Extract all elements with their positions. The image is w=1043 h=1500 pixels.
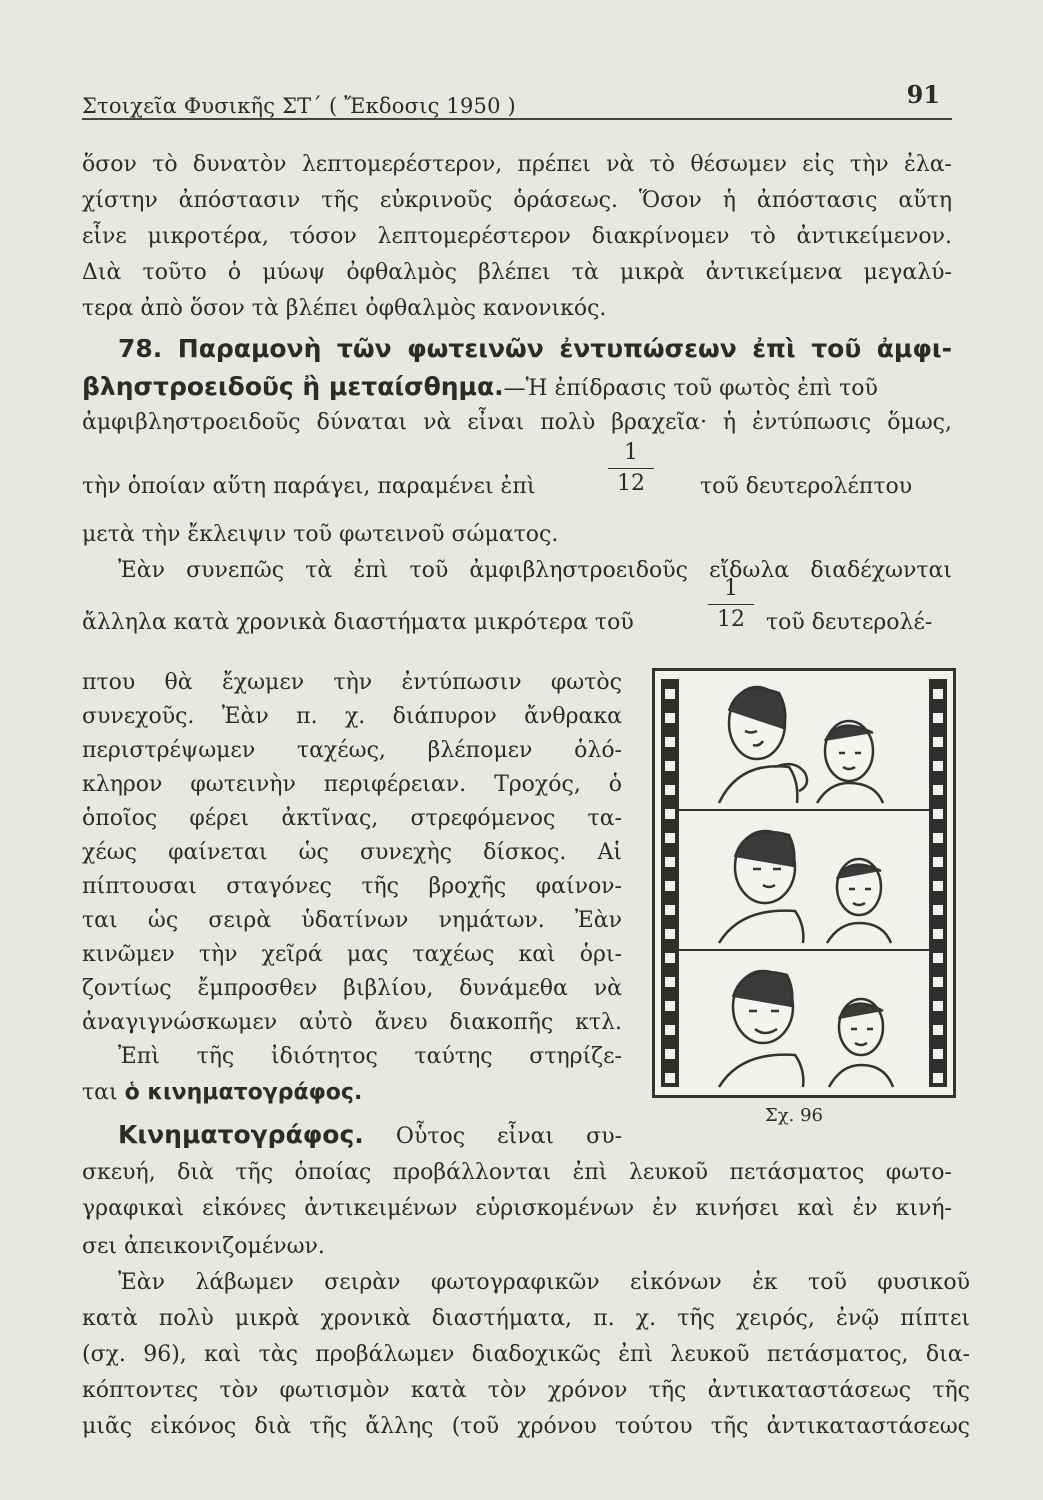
text-line: σει ἀπεικονιζομένων. — [82, 1234, 325, 1259]
section-heading-78-cont: βληστροειδοῦς ἢ μεταίσθημα. — [82, 372, 504, 401]
fraction-numerator: 1 — [724, 576, 738, 601]
text-line: τοῦ δευτερολέ- — [766, 610, 933, 635]
text-line: μιᾶς εἰκόνος διὰ τῆς ἄλλης (τοῦ χρόνου τούτου τῆς ἀντικαταστάσεως — [82, 1414, 970, 1439]
text-line: ὁποῖος φέρει ἀκτῖνας, στρεφόμενος τα- — [82, 806, 622, 831]
running-title: Στοιχεῖα Φυσικῆς ΣΤ´ ( Ἔκδοσις 1950 ) — [82, 94, 516, 118]
fraction-one-twelfth — [608, 440, 654, 497]
fraction-denominator: 12 — [717, 607, 745, 632]
text-line: περιστρέψωμεν ταχέως, βλέπομεν ὁλό- — [82, 738, 622, 763]
frame-3-man-and-child — [719, 971, 893, 1087]
header-rule — [82, 118, 952, 120]
text-line: πτου θὰ ἔχωμεν τὴν ἐντύπωσιν φωτὸς — [82, 670, 622, 695]
text-line: πίπτουσαι σταγόνες τῆς βροχῆς φαίνον- — [82, 874, 622, 899]
text-line: ἀμφιβληστροειδοῦς δύναται νὰ εἶναι πολὺ βραχεῖα· ἡ ἐντύπωσις ὅμως, — [82, 410, 952, 435]
text-line: κόπτοντες τὸν φωτισμὸν κατὰ τὸν χρόνον τῆς ἀντικαταστάσεως τῆς — [82, 1378, 970, 1403]
section-heading-78: 78. Παραμονὴ τῶν φωτεινῶν ἐντυπώσεων ἐπὶ τοῦ ἀμφι- — [118, 334, 952, 363]
page-number: 91 — [906, 80, 940, 109]
text-line: (σχ. 96), καὶ τὰς προβάλωμεν διαδοχικῶς ἐπὶ λευκοῦ πετάσματος, δια- — [82, 1342, 970, 1367]
text-line: Ἐὰν συνεπῶς τὰ ἐπὶ τοῦ ἀμφιβληστροειδοῦς εἴδωλα διαδέχωνται — [118, 558, 952, 583]
text-line: συνεχοῦς. Ἐὰν π. χ. διάπυρον ἄνθρακα — [82, 704, 622, 729]
figure-caption: Σχ. 96 — [765, 1105, 823, 1126]
fraction-one-twelfth — [708, 576, 754, 633]
film-perforation-strip-left — [661, 679, 679, 1087]
fraction-denominator: 12 — [617, 471, 645, 496]
film-frames-drawing — [679, 671, 929, 1091]
text-line: τερα ἀπὸ ὅσον τὰ βλέπει ὀφθαλμὸς κανονικός. — [82, 296, 607, 321]
text-line: κινῶμεν τὴν χεῖρά μας ταχέως καὶ ὁρι- — [82, 942, 622, 967]
text-line: ζοντίως ἔμπροσθεν βιβλίου, δυνάμεθα νὰ — [82, 976, 622, 1001]
text-line: τὴν ὁποίαν αὕτη παράγει, παραμένει ἐπὶ — [82, 474, 536, 499]
text-line: γραφικαὶ εἰκόνες ἀντικειμένων εὑρισκομένων ἐν κινήσει καὶ ἐν κινή- — [82, 1196, 952, 1221]
text-fragment: Οὗτος εἶναι συ- — [395, 1124, 623, 1149]
text-line: κατὰ πολὺ μικρὰ χρονικὰ διαστήματα, π. χ. τῆς χειρός, ἐνῷ πίπτει — [82, 1306, 970, 1331]
text-line: ται ὡς σειρὰ ὑδατίνων νημάτων. Ἐὰν — [82, 908, 622, 933]
frame-2-man-and-child — [719, 831, 891, 943]
text-line: τοῦ δευτερολέπτου — [700, 474, 913, 499]
text-line: ἀναγιγνώσκωμεν αὐτὸ ἄνευ διακοπῆς κτλ. — [82, 1010, 622, 1035]
film-strip-figure — [652, 668, 956, 1098]
fraction-numerator: 1 — [624, 440, 638, 465]
text-line: κληρον φωτεινὴν περιφέρειαν. Τροχός, ὁ — [82, 772, 622, 797]
text-line: ἄλληλα κατὰ χρονικὰ διαστήματα μικρότερα τοῦ — [82, 610, 634, 635]
cinema-heading: Κινηματογράφος. — [118, 1120, 364, 1149]
text-line: χίστην ἀπόστασιν τῆς εὐκρινοῦς ὁράσεως. Ὅσον ἡ ἀπόστασις αὕτη — [82, 188, 952, 213]
section-78-text: —Ἡ ἐπίδρασις τοῦ φωτὸς ἐπὶ τοῦ — [503, 376, 878, 401]
text-line: χέως φαίνεται ὡς συνεχὴς δίσκος. Αἱ — [82, 840, 622, 865]
bold-term: ὁ κινηματογράφος. — [124, 1080, 363, 1105]
fraction-bar — [608, 468, 654, 469]
cinema-first-line — [118, 1120, 622, 1152]
text-line: Διὰ τοῦτο ὁ μύωψ ὀφθαλμὸς βλέπει τὰ μικρὰ ἀντικείμενα μεγαλύ- — [82, 260, 952, 285]
text-line: μετὰ τὴν ἔκλειψιν τοῦ φωτεινοῦ σώματος. — [82, 522, 559, 547]
text-line: Ἐπὶ τῆς ἰδιότητος ταύτης στηρίζε- — [118, 1044, 622, 1069]
frame-1-man-and-child — [719, 687, 883, 803]
text-fragment: ται — [82, 1080, 118, 1105]
text-line: ὅσον τὸ δυνατὸν λεπτομερέστερον, πρέπει νὰ τὸ θέσωμεν εἰς τὴν ἐλα- — [82, 152, 952, 177]
text-line: εἶνε μικροτέρα, τόσον λεπτομερέστερον διακρίνομεν τὸ ἀντικείμενον. — [82, 224, 952, 249]
film-perforation-strip-right — [929, 679, 947, 1087]
text-line: σκευή, διὰ τῆς ὁποίας προβάλλονται ἐπὶ λευκοῦ πετάσματος φωτο- — [82, 1160, 952, 1185]
page-header — [82, 80, 952, 122]
fraction-bar — [708, 604, 754, 605]
section-78-line — [82, 372, 952, 404]
text-line: Ἐὰν λάβωμεν σειρὰν φωτογραφικῶν εἰκόνων ἐκ τοῦ φυσικοῦ — [118, 1270, 970, 1295]
text-line — [82, 1078, 622, 1108]
